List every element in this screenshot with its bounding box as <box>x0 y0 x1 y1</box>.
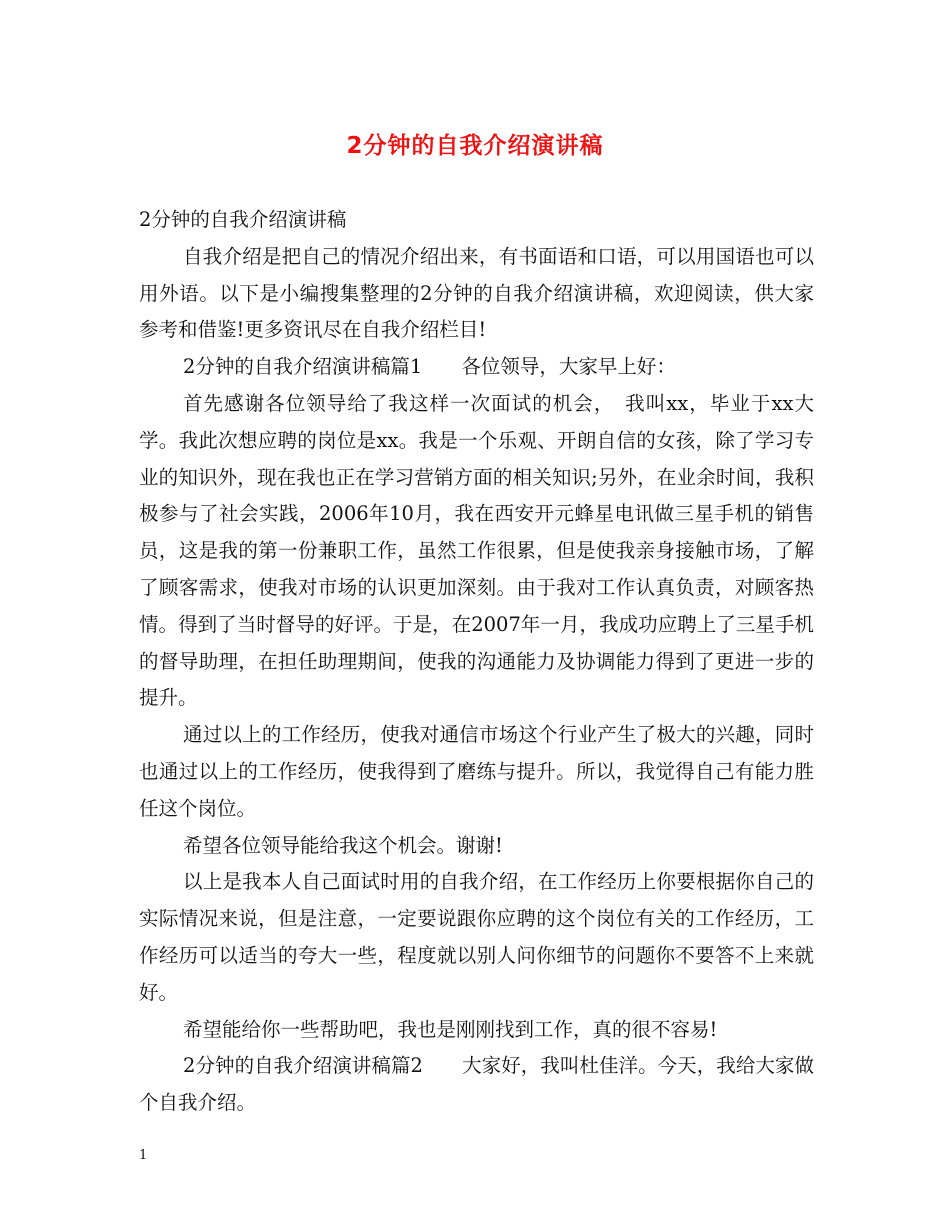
document-body <box>139 202 814 1122</box>
page-number: 1 <box>139 1148 148 1163</box>
thanks-paragraph: 希望各位领导能给我这个机会。谢谢! <box>183 833 503 857</box>
section-2-heading-paragraph: 2分钟的自我介绍演讲稿篇2 大家好，我叫杜佳洋。今天，我给大家做个自我介绍。 <box>139 1054 814 1115</box>
document-title: 2分钟的自我介绍演讲稿 <box>346 133 604 159</box>
subtitle-paragraph: 2分钟的自我介绍演讲稿 <box>139 208 347 231</box>
wish-paragraph: 希望能给你一些帮助吧，我也是刚刚找到工作，真的很不容易! <box>183 1017 718 1041</box>
interest-paragraph: 通过以上的工作经历，使我对通信市场这个行业产生了极大的兴趣，同时也通过以上的工作经历，使我得到了磨练与提升。所以，我觉得自己有能力胜任这个岗位。 <box>139 723 814 820</box>
experience-paragraph: 首先感谢各位领导给了我这样一次面试的机会， 我叫xx，毕业于xx大学。我此次想应聘的岗位是xx。我是一个乐观、开朗自信的女孩，除了学习专业的知识外，现在我也正在学习营销方面的相关知识;另外，在业余时间，我积极参与了社会实践，2006年10月，我在西安开元蜂星电讯做三星手机的销售员，这是我的第一份兼职工作，虽然工作很累，但是使我亲身接触市场，了解了顾客需求，使我对市场的认识更加深刻。由于我对工作认真负责，对顾客热情。得到了当时督导的好评。于是，在2007年一月，我成功应聘上了三星手机的督导助理，在担任助理期间，使我的沟通能力及协调能力得到了更进一步的提升。 <box>139 391 814 710</box>
section-1-heading-paragraph: 2分钟的自我介绍演讲稿篇1 各位领导，大家早上好： <box>183 355 676 379</box>
advice-paragraph: 以上是我本人自己面试时用的自我介绍，在工作经历上你要根据你自己的实际情况来说，但是注意，一定要说跟你应聘的这个岗位有关的工作经历，工作经历可以适当的夸大一些，程度就以别人问你细节的问题你不要答不上来就好。 <box>139 870 814 1004</box>
intro-paragraph: 自我介绍是把自己的情况介绍出来，有书面语和口语，可以用国语也可以用外语。以下是小编搜集整理的2分钟的自我介绍演讲稿，欢迎阅读，供大家参考和借鉴!更多资讯尽在自我介绍栏目! <box>139 244 814 342</box>
